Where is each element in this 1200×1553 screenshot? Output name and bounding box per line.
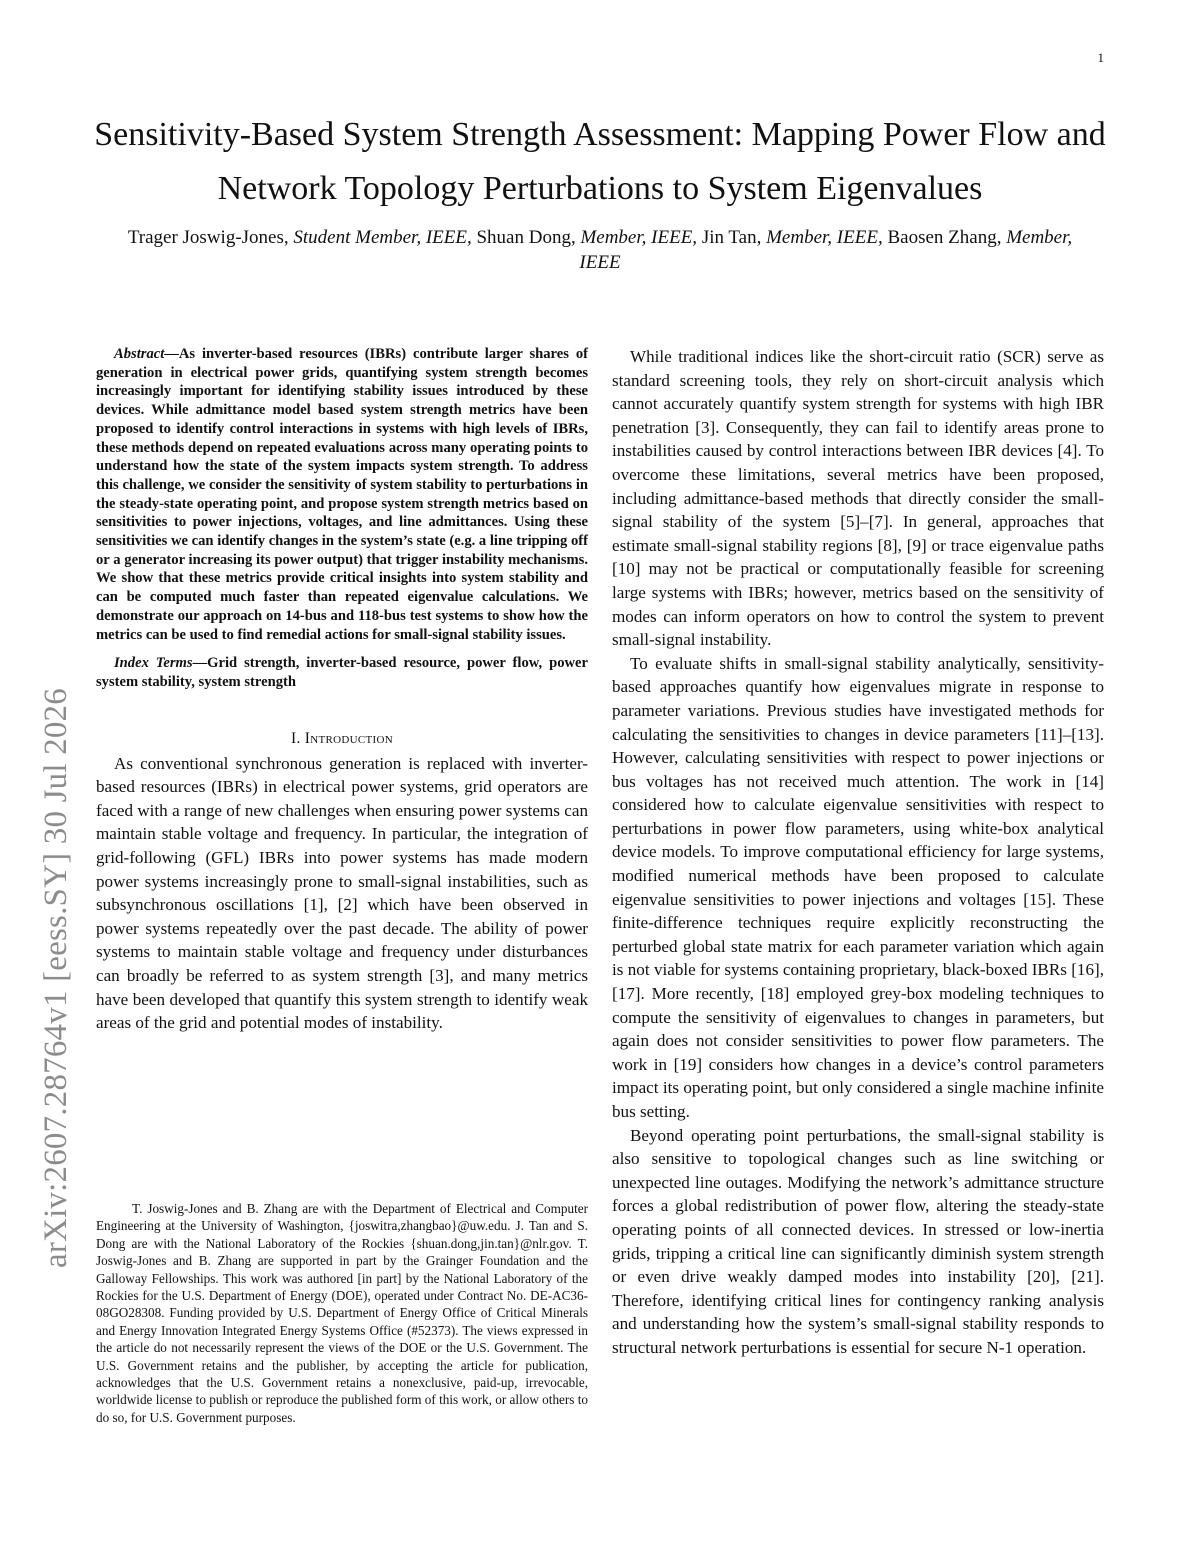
author-name: Shuan Dong, bbox=[476, 227, 576, 248]
author-affiliation: Student Member, IEEE, bbox=[293, 227, 472, 248]
intro-paragraph-4: Beyond operating point perturbations, the small-signal stability is also sensitive to topological changes such as line switching or unexpected line outages. Modifying the network’s admittance structure forces a global redistribution of power flow, altering the steady-state operating points of all connected devices. In stressed or low-inertia grids, tripping a critical line can significantly diminish system strength or even drive weakly damped modes into instability [20], [21]. Therefore, identifying critical lines for contingency ranking analysis and understanding how the system’s small-signal stability responds to structural network perturbations is essential for secure N-1 operation. bbox=[612, 1125, 1104, 1357]
abstract-label: Abstract bbox=[114, 346, 165, 362]
author-list bbox=[110, 225, 1090, 275]
author-affiliation: Member, IEEE, bbox=[580, 227, 698, 248]
section-heading-introduction bbox=[96, 730, 588, 748]
index-terms bbox=[96, 654, 588, 691]
intro-paragraph-1: As conventional synchronous generation is replaced with inverter-based resources (IBRs) in electrical power systems, grid operators are faced with a range of new challenges when ensuring power systems can maintain stable voltage and frequency. In particular, the integration of grid-following (GFL) IBRs into power systems has made modern power systems increasingly prone to small-signal instabilities, such as subsynchronous oscillations [1], [2] which have been observed in power systems repeatedly over the past decade. The ability of power systems to maintain stable voltage and frequency under disturbances can broadly be referred to as system strength [3], and many metrics have been developed that quantify this system strength to identify weak areas of the grid and potential modes of instability. bbox=[96, 753, 588, 1033]
author-footnote: T. Joswig-Jones and B. Zhang are with the Department of Electrical and Computer Engineering at the University of Washington, {joswitra,zhangbao}@uw.edu. J. Tan and S. Dong are with the National Laboratory of the Rockies {shuan.dong,jin.tan}@nlr.gov. T. Joswig-Jones and B. Zhang are supported in part by the Grainger Foundation and the Galloway Fellowships. This work was authored [in part] by the National Laboratory of the Rockies for the U.S. Department of Energy (DOE), operated under Contract No. DE-AC36-08GO28308. Funding provided by U.S. Department of Energy Office of Critical Minerals and Energy Innovation Integrated Energy Systems Office (#52373). The views expressed in the article do not necessarily represent the views of the DOE or the U.S. Government. The U.S. Government retains and the publisher, by accepting the article for publication, acknowledges that the U.S. Government retains a nonexclusive, paid-up, irrevocable, worldwide license to publish or reproduce the published form of this work, or allow others to do so, for U.S. Government purposes. bbox=[96, 1201, 588, 1425]
author-name: Jin Tan, bbox=[701, 227, 762, 248]
section-title: Introduction bbox=[304, 729, 393, 747]
abstract bbox=[96, 345, 588, 644]
intro-paragraph-3: To evaluate shifts in small-signal stability analytically, sensitivity-based approaches quantify how eigenvalues migrate in response to parameter variations. Previous studies have investigated methods for calculating the sensitivities to changes in device parameters [11]–[13]. However, calculating sensitivities with respect to power injections or bus voltages has not received much attention. The work in [14] considered how to calculate eigenvalue sensitivities with respect to perturbations in power flow parameters, using white-box analytical device models. To improve computational efficiency for large systems, modified numerical methods have been proposed to calculate eigenvalue sensitivities to power injections and voltages [15]. These finite-difference techniques require explicitly reconstructing the perturbed global state matrix for each parameter variation which again is not viable for systems containing proprietary, black-boxed IBRs [16], [17]. More recently, [18] employed grey-box modeling techniques to compute the sensitivity of eigenvalues to changes in parameters, but again does not consider sensitivities to power flow parameters. The work in [19] considers how changes in a device’s control parameters impact its operating point, but only considered a single machine infinite bus setting. bbox=[612, 653, 1104, 1121]
abstract-text: —As inverter-based resources (IBRs) contribute larger shares of generation in electrical power grids, quantifying system strength becomes increasingly important for identifying stability issues introduced by these devices. While admittance model based system strength metrics have been proposed to identify control interactions in systems with high levels of IBRs, these methods depend on repeated evaluations across many operating points to understand how the state of the system impacts system strength. To address this challenge, we consider the sensitivity of system stability to perturbations in the steady-state operating point, and propose system strength metrics based on sensitivities to power injections, voltages, and line admittances. Using these sensitivities we can identify changes in the system’s state (e.g. a line tripping off or a generator increasing its power output) that trigger instability mechanisms. We show that these metrics provide critical insights into system stability and can be computed much faster than repeated eigenvalue calculations. We demonstrate our approach on 14-bus and 118-bus test systems to show how the metrics can be used to find remedial actions for small-signal stability issues. bbox=[96, 346, 588, 643]
paper-title: Sensitivity-Based System Strength Assessment: Mapping Power Flow and Network Topology Perturbations to System Eigenvalues bbox=[94, 116, 1106, 207]
index-terms-text: —Grid strength, inverter-based resource, power flow, power system stability, system strength bbox=[96, 655, 588, 690]
left-column bbox=[96, 345, 588, 1035]
section-number: I. bbox=[290, 729, 305, 747]
index-terms-label: Index Terms bbox=[114, 655, 193, 672]
arxiv-identifier[interactable]: arXiv:2607.28764v1 [eess.SY] 30 Jul 2026 bbox=[38, 688, 74, 1268]
intro-paragraph-2: While traditional indices like the short-circuit ratio (SCR) serve as standard screening tools, they rely on short-circuit analysis which cannot accurately quantify system strength for systems with high IBR penetration [3]. Consequently, they can fail to identify areas prone to instabilities caused by control interactions between IBR devices [4]. To overcome these limitations, several metrics have been proposed, including admittance-based methods that directly consider the small-signal stability of the system [5]–[7]. In general, approaches that estimate small-signal stability regions [8], [9] or trace eigenvalue paths [10] may not be practical or computationally feasible for screening large systems with IBRs; however, metrics based on the sensitivity of modes can inform operators on how to control the system to prevent small-signal instability. bbox=[612, 347, 1104, 650]
author-affiliation: Member, IEEE, bbox=[766, 227, 883, 248]
author-name: Baosen Zhang, bbox=[887, 227, 1002, 248]
right-column bbox=[612, 345, 1104, 1360]
author-affiliation: Member, IEEE bbox=[579, 227, 1073, 273]
author-name: Trager Joswig-Jones, bbox=[127, 227, 289, 248]
page-number: 1 bbox=[1097, 50, 1104, 65]
